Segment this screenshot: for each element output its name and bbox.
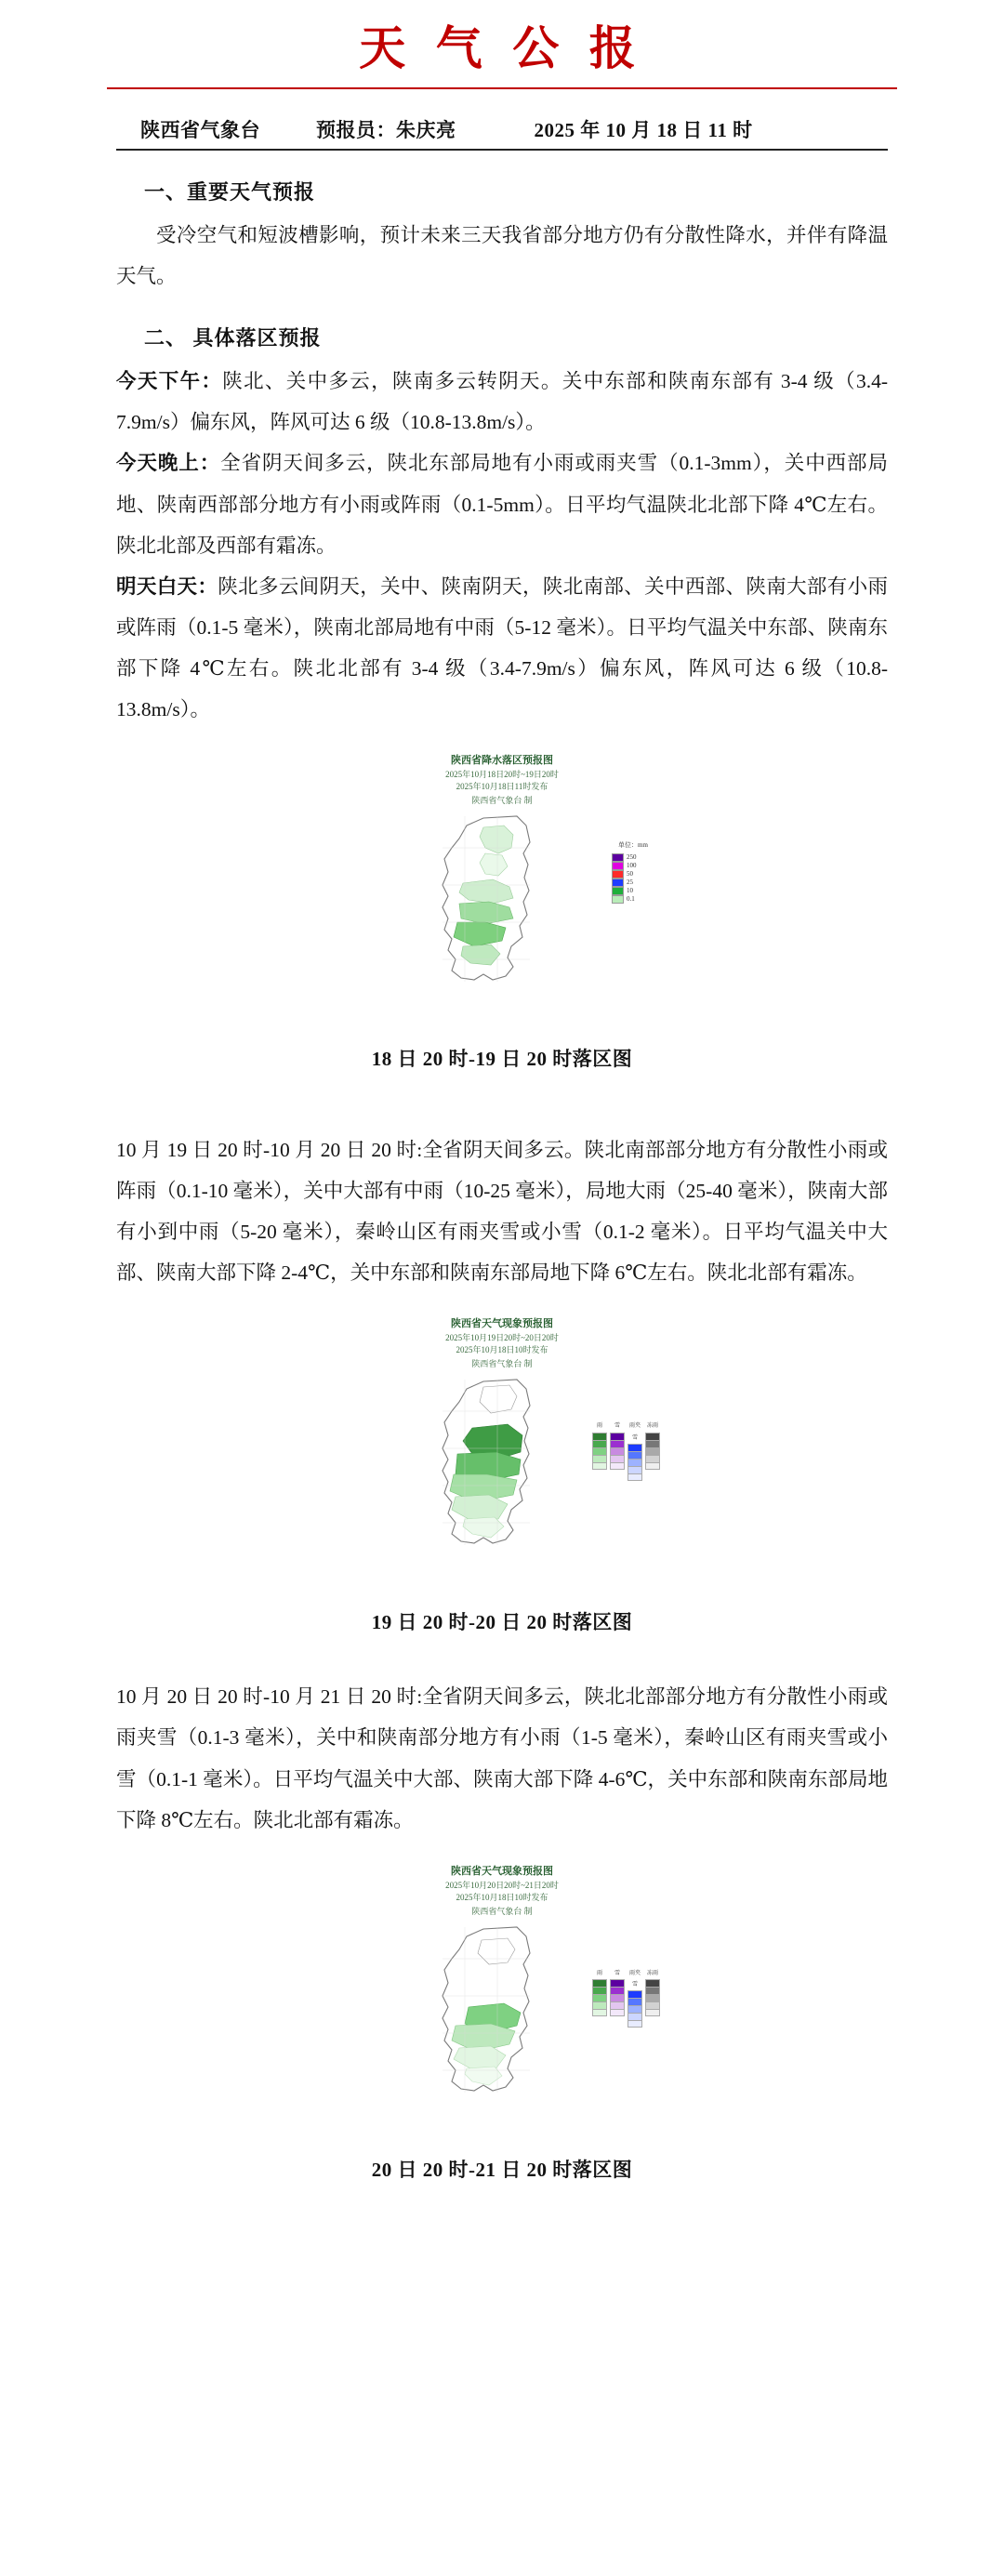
section-1-paragraph: 受冷空气和短波槽影响，预计未来三天我省部分地方仍有分散性降水，并伴有降温天气。 — [116, 224, 888, 288]
legend-cell — [628, 1990, 642, 1998]
legend-cell — [592, 2009, 607, 2016]
legend-swatch — [612, 887, 624, 895]
forecast-tomorrow-day-text: 陕北多云间阴天，关中、陕南阴天，陕北南部、关中西部、陕南大部有小雨或阵雨（0.1-5 毫米），陕南北部局地有中雨（5-12 毫米）。日平均气温关中东部、陕南东部下降 4℃左右。陕北北部有 3-4 级（3.4-7.9m/s）偏东风，阵风可达 6 级（10.8-13.8m/s）。 — [116, 575, 888, 720]
legend-item — [612, 895, 654, 904]
legend-cell — [645, 2001, 660, 2009]
legend-cell — [645, 1462, 660, 1470]
legend-cell — [592, 1994, 607, 2001]
legend-column — [610, 1968, 625, 2028]
forecast-period-20-21: 10 月 20 日 20 时-10 月 21 日 20 时:全省阴天间多云，陕北北部部分地方有分散性小雨或雨夹雪（0.1-3 毫米），关中和陕南部分地方有小雨（1-5 毫米），秦岭山区有雨夹雪或小雪（0.1-1 毫米）。日平均气温关中大部、陕南大部下降 4-6℃，关中东部和陕南东部局地下降 8℃左右。陕北北部有霜冻。 — [116, 1685, 888, 1831]
legend-cell — [628, 1444, 642, 1451]
figure-2-caption: 19 日 20 时-20 日 20 时落区图 — [371, 1611, 633, 1634]
figure-2-header-line4: 陕西省气象台 制 — [471, 1359, 533, 1369]
legend-cell — [610, 1455, 625, 1462]
figure-2-header-line1: 陕西省天气现象预报图 — [451, 1318, 553, 1330]
figure-2-legend — [592, 1420, 660, 1481]
figure-3-header-line3: 2025年10月18日10时发布 — [456, 1892, 548, 1902]
figure-3-wrap — [344, 1865, 660, 2135]
legend-column — [628, 1968, 642, 2028]
legend-cell — [592, 1462, 607, 1470]
figure-1-legend — [612, 839, 654, 904]
legend-column-title: 雨夹雪 — [628, 1970, 641, 1988]
legend-column — [628, 1420, 642, 1481]
masthead-forecaster: 预报员：朱庆亮 — [316, 119, 456, 141]
legend-value: 0.1 — [627, 895, 635, 904]
legend-swatch — [612, 895, 624, 904]
legend-cell — [592, 1440, 607, 1447]
legend-cell — [628, 2013, 642, 2020]
title-divider — [107, 87, 897, 89]
legend-cell — [610, 1979, 625, 1987]
masthead-time: 2025 年 10 月 18 日 11 时 — [534, 119, 753, 141]
figure-3 — [116, 1865, 888, 2190]
legend-cell — [592, 1987, 607, 1994]
figure-2 — [116, 1317, 888, 1643]
figure-2-header-line2: 2025年10月19日20时~20日20时 — [445, 1333, 559, 1343]
legend-cell — [628, 2005, 642, 2013]
legend-column-title: 冻雨 — [646, 1970, 658, 1976]
page-title: 天 气 公 报 — [359, 22, 645, 74]
legend-cell — [628, 1466, 642, 1473]
section-heading-2: 二、 具体落区预报 — [144, 326, 322, 350]
figure-3-map — [344, 1922, 660, 2135]
figure-1-header-line4: 陕西省气象台 制 — [471, 795, 533, 805]
legend-column-title: 雪 — [614, 1970, 620, 1976]
legend-cell — [610, 2009, 625, 2016]
legend-cell — [645, 1433, 660, 1440]
legend-cell — [645, 2009, 660, 2016]
legend-cell — [592, 1447, 607, 1455]
legend-column-title: 雨 — [596, 1423, 602, 1430]
document-body — [116, 171, 888, 2190]
figure-3-header-line4: 陕西省气象台 制 — [471, 1906, 533, 1916]
figure-2-header — [344, 1317, 660, 1370]
figure-3-legend — [592, 1968, 660, 2028]
figure-3-header-line2: 2025年10月20日20时~21日20时 — [445, 1880, 559, 1890]
legend-cell — [645, 1987, 660, 1994]
masthead — [116, 115, 888, 151]
figure-1-header-line2: 2025年10月18日20时~19日20时 — [445, 769, 559, 779]
legend-cell — [610, 1987, 625, 1994]
shaanxi-map-2 — [344, 1374, 660, 1588]
figure-1-map — [344, 811, 660, 1024]
legend-item — [612, 878, 654, 887]
spacer — [116, 1652, 888, 1676]
legend-value: 250 — [627, 853, 637, 862]
forecast-today-night-lead: 今天晚上： — [116, 452, 221, 475]
figure-3-header-line1: 陕西省天气现象预报图 — [451, 1865, 553, 1877]
forecast-tomorrow-day-lead: 明天白天： — [116, 575, 218, 598]
figure-3-header — [344, 1865, 660, 1918]
legend-cell — [592, 1433, 607, 1440]
figure-2-wrap — [344, 1317, 660, 1588]
section-heading-1: 一、重要天气预报 — [144, 180, 316, 204]
legend-column — [645, 1420, 660, 1481]
legend-cell — [628, 1451, 642, 1459]
legend-cell — [610, 1433, 625, 1440]
figure-1-caption: 18 日 20 时-19 日 20 时落区图 — [371, 1047, 633, 1070]
legend-cell — [592, 1979, 607, 1987]
legend-column-title: 雨 — [596, 1970, 602, 1976]
legend-swatch — [612, 853, 624, 862]
legend-column-title: 雨夹雪 — [628, 1423, 641, 1441]
figure-1 — [116, 754, 888, 1079]
legend-cell — [645, 1455, 660, 1462]
legend-item — [612, 853, 654, 862]
legend-cell — [610, 1440, 625, 1447]
forecast-tomorrow-day — [116, 566, 888, 730]
forecast-today-afternoon-text: 陕北、关中多云，陕南多云转阴天。关中东部和陕南东部有 3-4 级（3.4-7.9m/s）偏东风，阵风可达 6 级（10.8-13.8m/s）。 — [116, 370, 888, 434]
legend-column — [592, 1968, 607, 2028]
shaanxi-map-3 — [344, 1922, 660, 2135]
legend-item — [612, 870, 654, 878]
legend-column — [592, 1420, 607, 1481]
forecast-today-night-text: 全省阴天间多云，陕北东部局地有小雨或雨夹雪（0.1-3mm），关中西部局地、陕南西部部分地方有小雨或阵雨（0.1-5mm）。日平均气温陕北北部下降 4℃左右。陕北北部及西部有霜冻。 — [116, 452, 888, 557]
legend-cell — [628, 2020, 642, 2028]
legend-column-title: 雪 — [614, 1423, 620, 1430]
legend-value: 25 — [627, 878, 633, 887]
legend-column — [610, 1420, 625, 1481]
legend-cell — [610, 1994, 625, 2001]
forecast-period-19-20: 10 月 19 日 20 时-10 月 20 日 20 时:全省阴天间多云。陕北南部部分地方有分散性小雨或阵雨（0.1-10 毫米），关中大部有中雨（10-25 毫米），局地大雨（25-40 毫米），陕南大部有小到中雨（5-20 毫米），秦岭山区有雨夹雪或小雪（0.1-2 毫米）。日平均气温关中大部、陕南大部下降 2-4℃，关中东部和陕南东部局地下降 6℃左右。陕北北部有霜冻。 — [116, 1139, 888, 1285]
legend-value: 10 — [627, 887, 633, 895]
legend-cell — [645, 1994, 660, 2001]
figure-2-map — [344, 1374, 660, 1588]
legend-cell — [628, 1459, 642, 1466]
legend-cell — [645, 1979, 660, 1987]
legend-swatch — [612, 862, 624, 870]
legend-item — [612, 887, 654, 895]
legend-value: 50 — [627, 870, 633, 878]
figure-1-header-line1: 陕西省降水落区预报图 — [451, 754, 553, 766]
legend-swatch — [612, 870, 624, 878]
spacer — [116, 1089, 888, 1129]
legend-cell — [610, 2001, 625, 2009]
figure-1-header — [344, 754, 660, 807]
legend-item — [612, 862, 654, 870]
masthead-unit: 陕西省气象台 — [140, 119, 260, 141]
legend-cell — [610, 1447, 625, 1455]
legend-cell — [645, 1440, 660, 1447]
forecast-today-afternoon-lead: 今天下午： — [116, 370, 223, 393]
legend-column — [645, 1968, 660, 2028]
figure-3-caption: 20 日 20 时-21 日 20 时落区图 — [371, 2158, 633, 2181]
forecast-today-afternoon — [116, 361, 888, 443]
figure-2-header-line3: 2025年10月18日10时发布 — [456, 1345, 548, 1355]
legend-value: 100 — [627, 862, 637, 870]
legend-cell — [645, 1447, 660, 1455]
forecast-today-night — [116, 443, 888, 565]
figure-1-header-line3: 2025年10月18日11时发布 — [456, 781, 548, 791]
figure-1-legend-title: 单位：mm — [618, 840, 648, 849]
figure-1-wrap — [344, 754, 660, 1024]
legend-swatch — [612, 878, 624, 887]
legend-cell — [592, 2001, 607, 2009]
legend-cell — [610, 1462, 625, 1470]
legend-cell — [628, 1473, 642, 1481]
legend-cell — [592, 1455, 607, 1462]
legend-column-title: 冻雨 — [646, 1423, 658, 1430]
legend-cell — [628, 1998, 642, 2005]
